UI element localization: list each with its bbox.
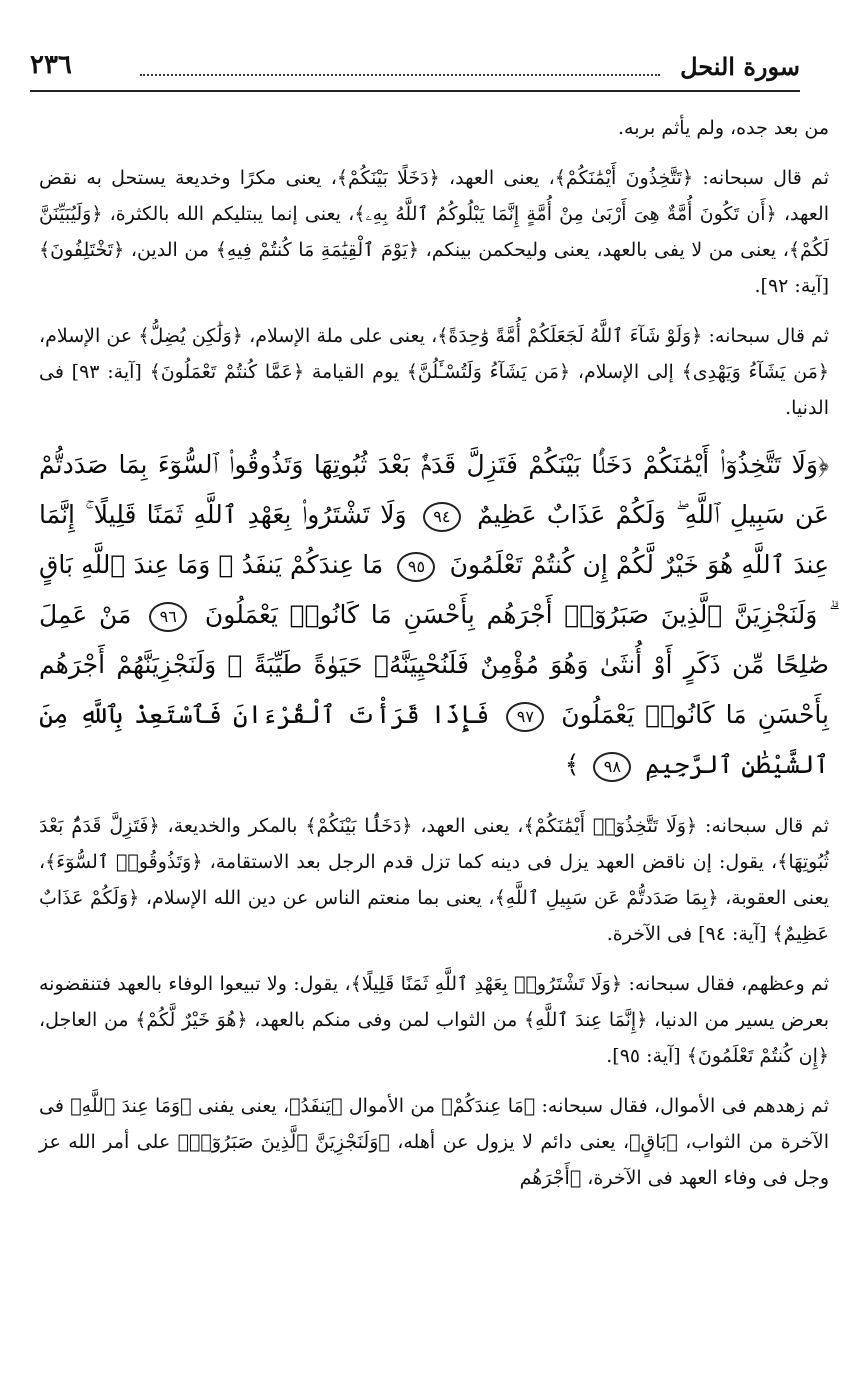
surah-title: سورة النحل [680,52,800,81]
quran-verse-text: وَلَا تَشْتَرُوا۟ بِعَهْدِ ٱللَّهِ ثَمَنًا قَلِيلًا ۚ إِنَّمَا عِندَ ٱللَّهِ هُوَ خَيْرٌ لَّكُمْ إِن كُنتُمْ تَعْلَمُونَ [39,500,829,579]
quran-verse-text: مَنْ عَمِلَ صَٰلِحًا مِّن ذَكَرٍ أَوْ أُنثَىٰ وَهُوَ مُؤْمِنٌ فَلَنُحْيِيَنَّهُۥ حَيَوٰةً طَيِّبَةً ۖ وَلَنَجْزِيَنَّهُمْ أَجْرَهُم بِأَحْسَنِ مَا كَانُوا۟ يَعْمَلُونَ [39,600,829,729]
paragraph-1: من بعد جده، ولم يأثم بربه. [618,117,829,139]
quran-verse-text: مَا عِندَكُمْ يَنفَدُ ۖ وَمَا عِندَ ٱللَّهِ بَاقٍ ۗ وَلَنَجْزِيَنَّ ٱلَّذِينَ صَبَرُوٓا۟ أَجْرَهُم بِأَحْسَنِ مَا كَانُوا۟ يَعْمَلُونَ [39,550,830,629]
paragraph-4: ثم قال سبحانه: ﴿وَلَا تَتَّخِذُوٓا۟ أَيْمَٰنَكُمْ﴾، يعنى العهد، ﴿دَخَلًۢا بَيْنَكُمْ﴾ بالمكر والخديعة، ﴿فَتَزِلَّ قَدَمٌۢ بَعْدَ ثُبُوتِهَا﴾، يقول: إن ناقض العهد يزل فى دينه كما تزل قدم الرجل بعد الاستقامة، ﴿وَتَذُوقُوا۟ ٱلسُّوٓءَ﴾، يعنى العقوبة، ﴿بِمَا صَدَدتُّمْ عَن سَبِيلِ ٱللَّهِ﴾، يعنى بما منعتم الناس عن دين الله الإسلام، ﴿وَلَكُمْ عَذَابٌ عَظِيمٌ﴾ [آية: ٩٤] فى الآخرة. [39,815,829,945]
ayah-number-marker: ٩٤ [423,502,461,532]
ayah-number-marker: ٩٦ [149,602,187,632]
paragraph-2: ثم قال سبحانه: ﴿تَتَّخِذُونَ أَيْمَٰنَكُمْ﴾، يعنى العهد، ﴿دَخَلًا بَيْنَكُمْ﴾، يعنى مكرًا وخديعة يستحل به نقض العهد، ﴿أَن تَكُونَ أُمَّةٌ هِىَ أَرْبَىٰ مِنْ أُمَّةٍ إِنَّمَا يَبْلُوكُمُ ٱللَّهُ بِهِۦ﴾، يعنى إنما يبتليكم الله بالكثرة، ﴿وَلَيُبَيِّنَنَّ لَكُمْ﴾، يعنى من لا يفى بالعهد، يعنى وليحكمن بينكم، ﴿يَوْمَ ٱلْقِيَٰمَةِ مَا كُنتُمْ فِيهِ﴾ من الدين، ﴿تَخْتَلِفُونَ﴾ [آية: ٩٢]. [39,167,829,297]
ayah-number-marker: ٩٥ [397,552,435,582]
quran-verse-text: ﴿وَلَا تَتَّخِذُوٓا۟ أَيْمَٰنَكُمْ دَخَلًۢا بَيْنَكُمْ فَتَزِلَّ قَدَمٌۢ بَعْدَ ثُبُوتِهَا وَتَذُوقُوا۟ ٱلسُّوٓءَ بِمَا صَدَدتُّمْ عَن سَبِيلِ ٱللَّهِ ۖ وَلَكُمْ عَذَابٌ عَظِيمٌ [39,450,830,529]
quran-closing-bracket: ﴾ [564,750,580,779]
quran-verse-text: فَإِذَا قَرَأْتَ ٱلْقُرْءَانَ فَٱسْتَعِذْ بِٱللَّهِ مِنَ ٱلشَّيْطَٰنِ ٱلرَّجِيمِ [39,700,829,779]
page-number: ٢٣٦ [30,50,72,80]
paragraph-5: ثم وعظهم، فقال سبحانه: ﴿وَلَا تَشْتَرُوا۟ بِعَهْدِ ٱللَّهِ ثَمَنًا قَلِيلًا﴾، يقول: ولا تبيعوا الوفاء بالعهد فتنقضونه بعرض يسير من الدنيا، ﴿إِنَّمَا عِندَ ٱللَّهِ﴾ من الثواب لمن وفى منكم بالعهد، ﴿هُوَ خَيْرٌ لَّكُمْ﴾ من العاجل، ﴿إِن كُنتُمْ تَعْلَمُونَ﴾ [آية: ٩٥]. [39,973,829,1067]
quran-verses-block [39,440,829,790]
page-header [30,46,800,92]
ayah-number-marker: ٩٨ [593,752,631,782]
paragraph-6: ثم زهدهم فى الأموال، فقال سبحانه: ﴿مَا عِندَكُمْ﴾ من الأموال ﴿يَنفَدُ﴾، يعنى يفنى ﴿وَمَا عِندَ ٱللَّهِ﴾ فى الآخرة من الثواب، ﴿بَاقٍ﴾، يعنى دائم لا يزول عن أهله، ﴿وَلَنَجْزِيَنَّ ٱلَّذِينَ صَبَرُوٓا۟﴾ على أمر الله عز وجل فى وفاء العهد فى الآخرة، ﴿أَجْرَهُم [39,1095,829,1189]
header-dot-leader [140,74,660,76]
page-body [39,110,829,1210]
paragraph-3: ثم قال سبحانه: ﴿وَلَوْ شَآءَ ٱللَّهُ لَجَعَلَكُمْ أُمَّةً وَٰحِدَةً﴾، يعنى على ملة الإسلام، ﴿وَلَٰكِن يُضِلُّ﴾ عن الإسلام، ﴿مَن يَشَآءُ وَيَهْدِى﴾ إلى الإسلام، ﴿مَن يَشَآءُ وَلَتُسْـَٔلُنَّ﴾ يوم القيامة ﴿عَمَّا كُنتُمْ تَعْمَلُونَ﴾ [آية: ٩٣] فى الدنيا. [39,325,829,419]
ayah-number-marker: ٩٧ [506,702,544,732]
